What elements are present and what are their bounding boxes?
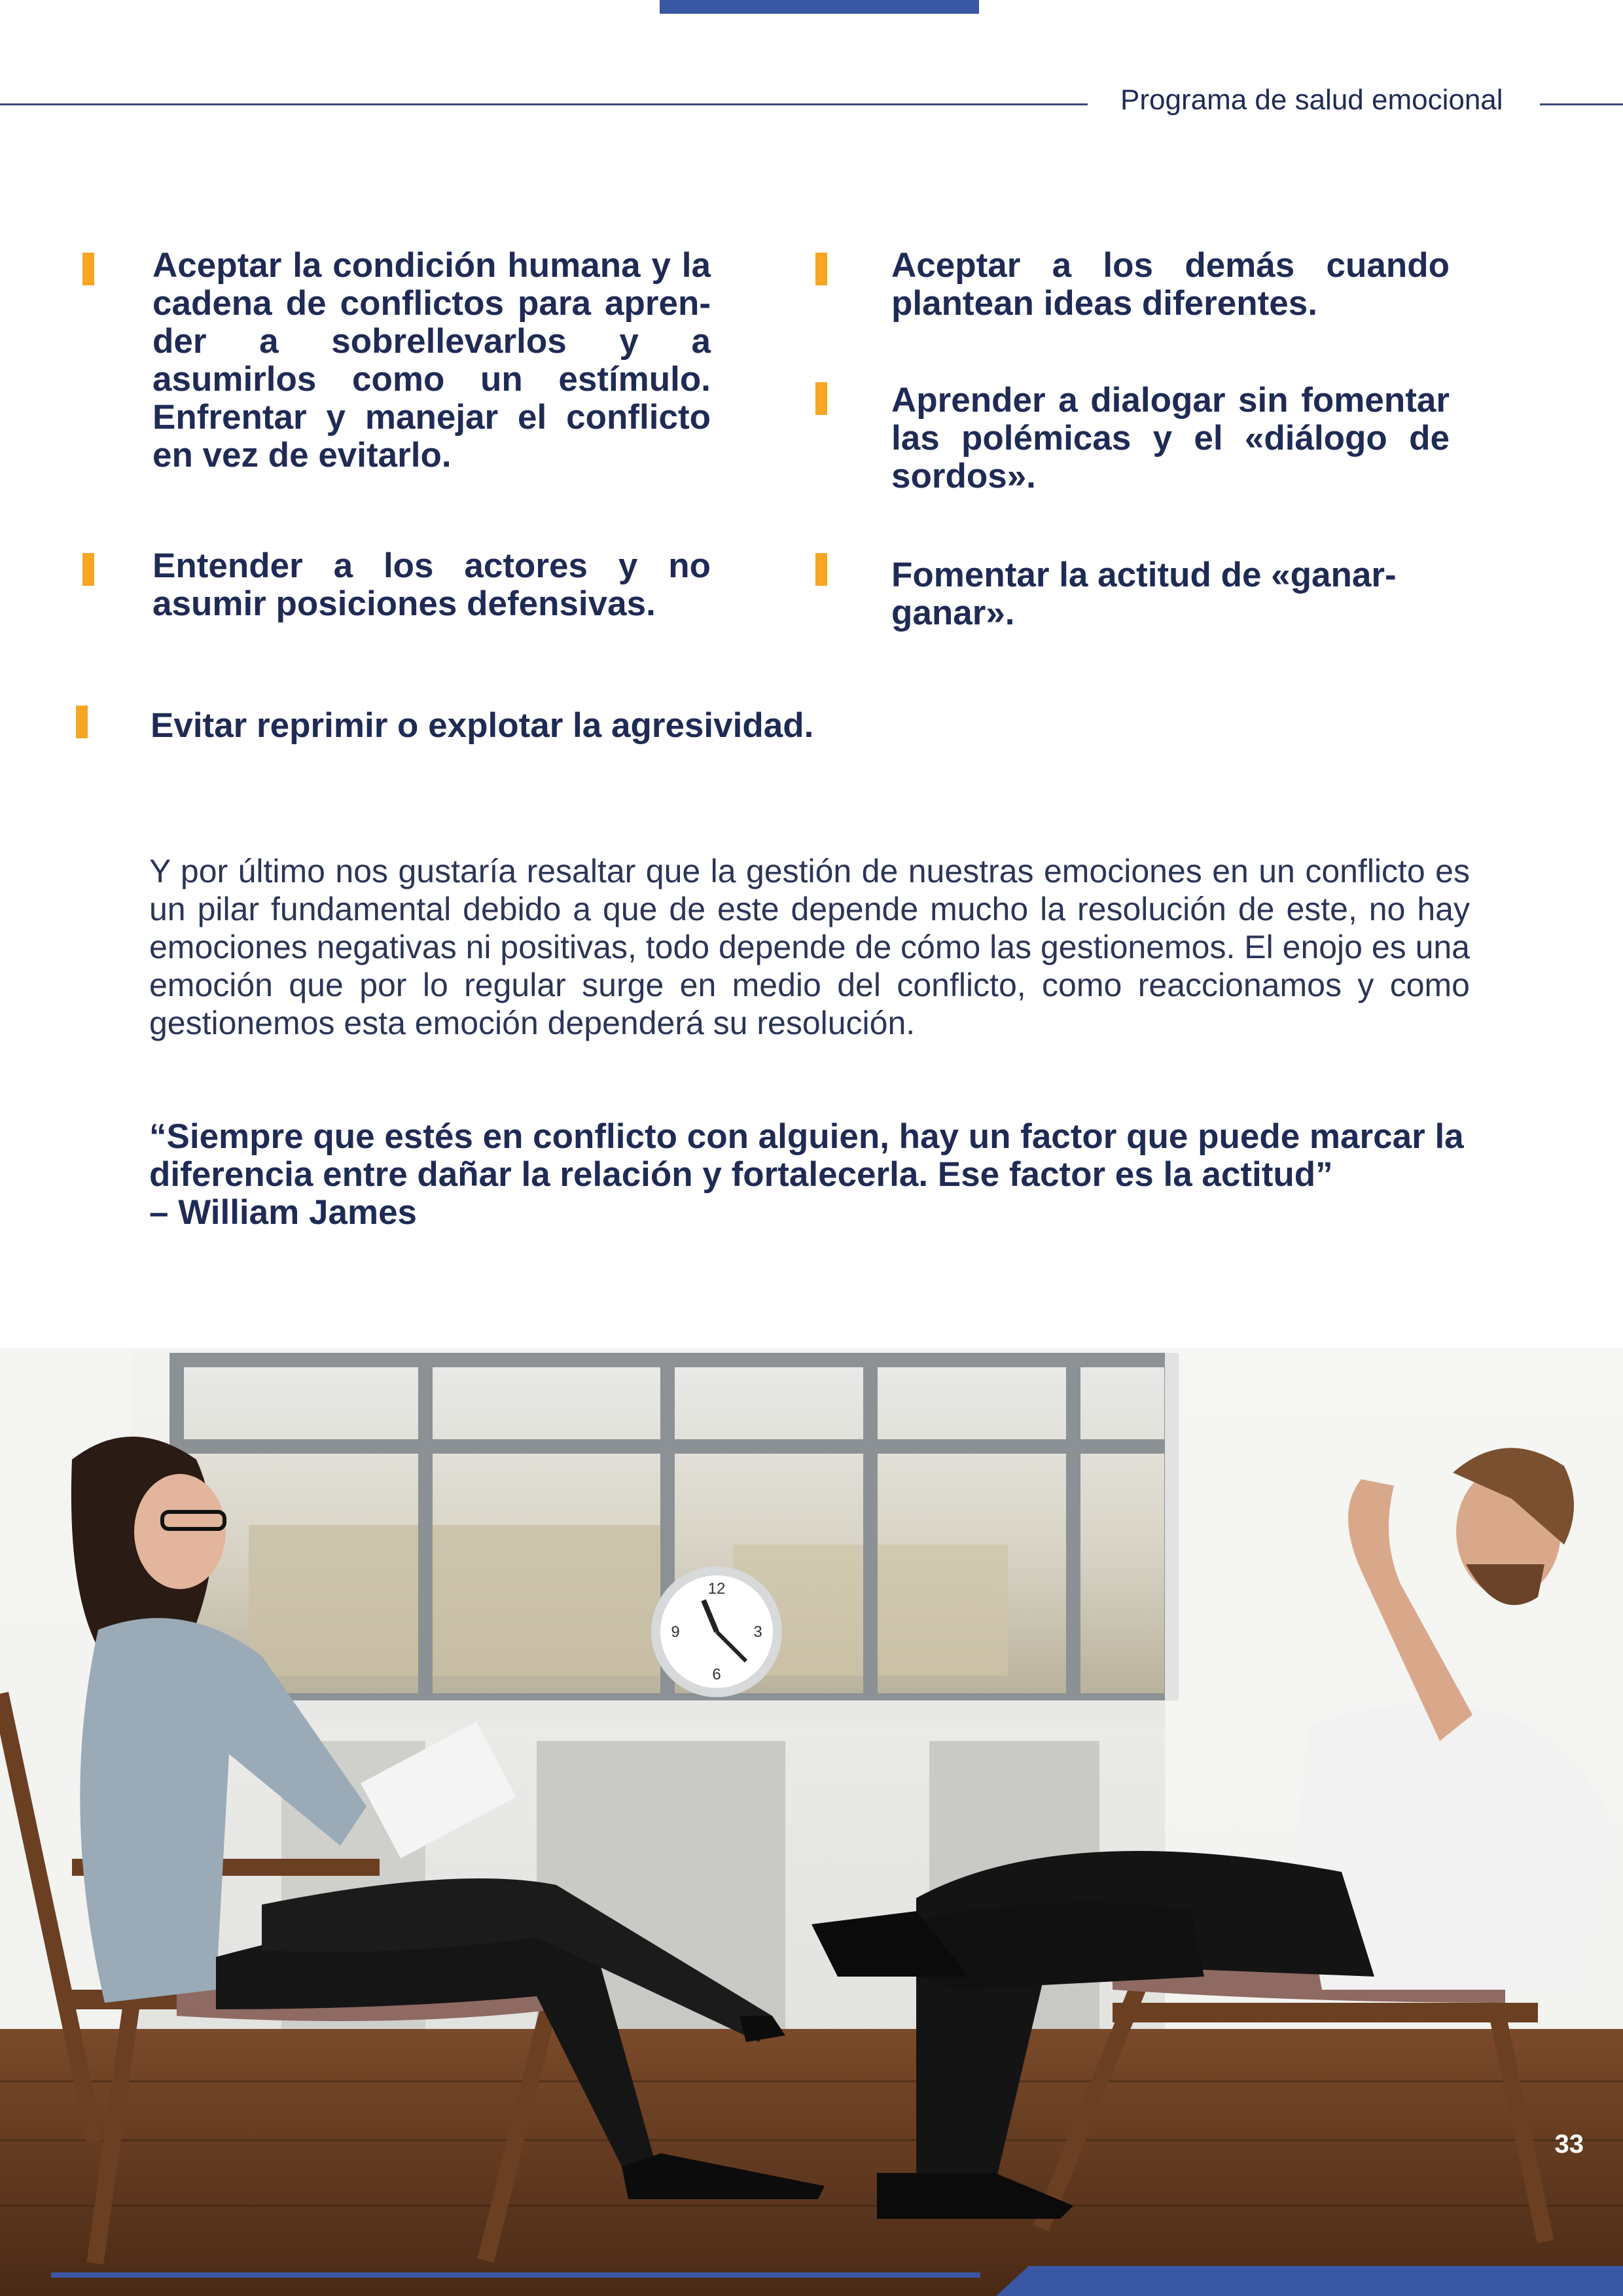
therapy-session-photo [0, 1348, 1623, 2296]
bullet-marker-icon [82, 553, 94, 586]
header-rule-right [1540, 103, 1623, 105]
bullet-marker-icon [76, 706, 88, 738]
svg-text:3: 3 [753, 1623, 762, 1641]
bullet-marker-icon [815, 382, 827, 415]
quote-block [149, 1118, 1470, 1232]
svg-text:6: 6 [712, 1666, 721, 1683]
bullet-item-4: Aprender a dialogar sin fomentar las polémicas y el «diálogo de sordos». [891, 381, 1450, 495]
quote-line-1: “Siempre que estés en conflicto con alguien, hay un factor que puede marcar la [149, 1117, 1464, 1156]
quote-author: – William James [149, 1193, 418, 1232]
header-title: Programa de salud emocional [1120, 84, 1503, 116]
bullet-item-1: Aceptar la condición humana y la cadena de conflictos para apren-der a sobrellevarlos y a asumirlos como un estímulo. Enfrentar y manejar el conflicto en vez de evitarlo. [152, 246, 711, 475]
footer-band [0, 2257, 1623, 2296]
bullet-marker-icon [815, 553, 827, 586]
page-number: 33 [1554, 2130, 1584, 2159]
bullet-marker-icon [815, 253, 827, 285]
header-rule-left [0, 103, 1088, 105]
bullet-marker-icon [82, 253, 94, 285]
bullet-item-6: Evitar reprimir o explotar la agresividad. [151, 706, 814, 745]
body-paragraph: Y por último nos gustaría resaltar que la gestión de nuestras emociones en un conflicto es un pilar fundamental debido a que de este depende mucho la resolución de este, no hay emociones negativas ni positivas, todo depende de cómo las gestionemos. El enojo es una emoción que por lo regular surge en medio del conflicto, como reaccionamos y como gestionemos esta emoción dependerá su resolución. [149, 853, 1470, 1041]
bullet-item-2: Entender a los actores y no asumir posiciones defensivas. [152, 547, 711, 623]
wall-clock-icon [651, 1566, 782, 1697]
bullet-item-5: Fomentar la actitud de «ganar-ganar». [891, 556, 1397, 632]
therapy-session-illustration [0, 1348, 1623, 2296]
svg-text:12: 12 [707, 1580, 726, 1598]
top-accent-tab [660, 0, 979, 14]
svg-text:9: 9 [671, 1623, 680, 1641]
bullet-item-3: Aceptar a los demás cuando plantean ideas diferentes. [891, 246, 1450, 323]
quote-line-2: diferencia entre dañar la relación y fortalecerla. Ese factor es la actitud” [149, 1155, 1333, 1194]
